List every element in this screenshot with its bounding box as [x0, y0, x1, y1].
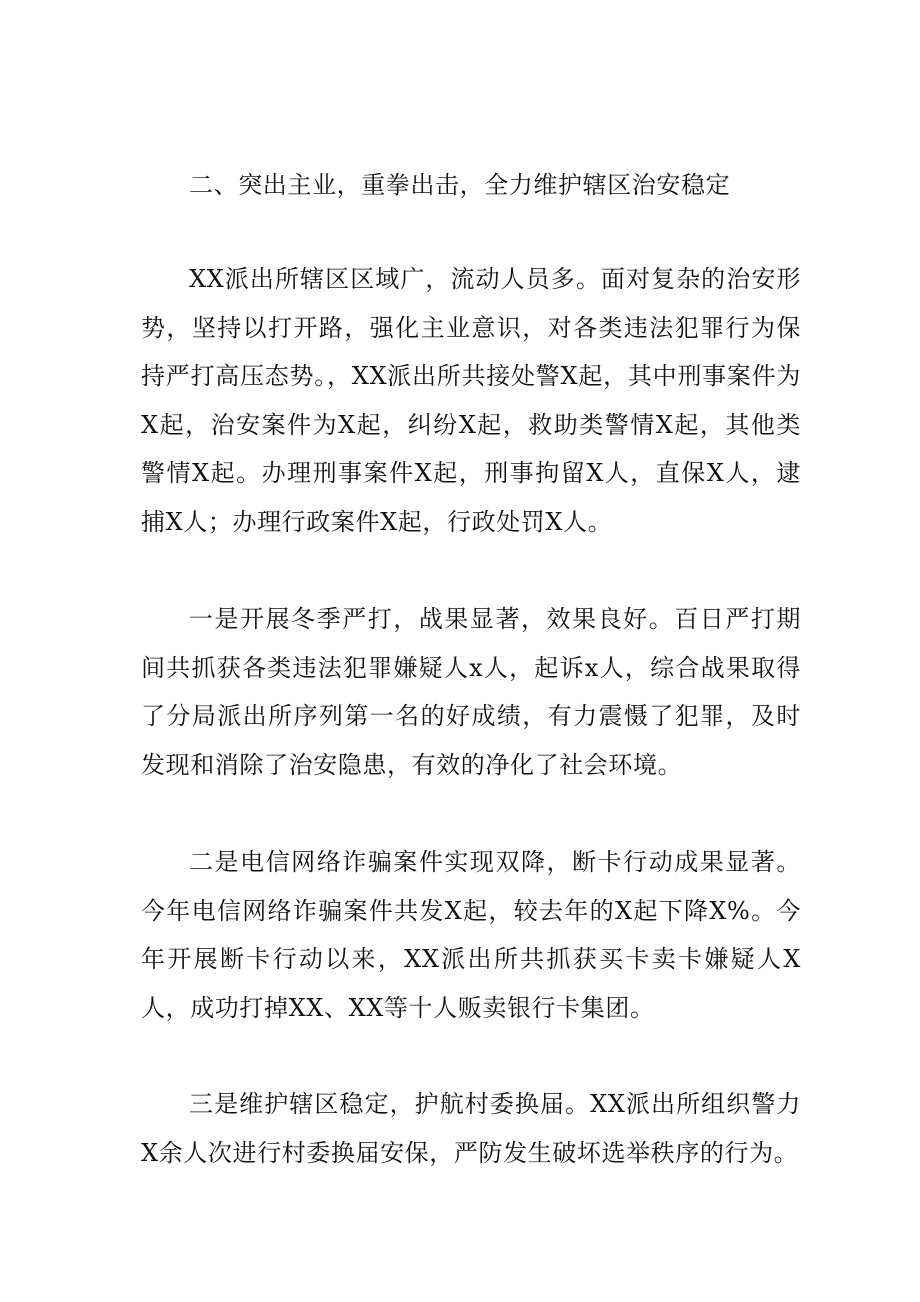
section-heading: 二、突出主业，重拳出击，全力维护辖区治安稳定	[189, 171, 731, 199]
paragraph-overview: XX派出所辖区区域广，流动人员多。面对复杂的治安形势，坚持以打开路，强化主业意识，对各类违法犯罪行为保持严打高压态势。，XX派出所共接处警X起，其中刑事案件为X起，治安案件为X起，纠纷X起，救助类警情X起，其他类警情X起。办理刑事案件X起，刑事拘留X人，直保X人，逮捕X人；办理行政案件X起，行政处罚X人。	[141, 265, 801, 536]
paragraph-winter-crackdown: 一是开展冬季严打，战果显著，效果良好。百日严打期间共抓获各类违法犯罪嫌疑人x人，起诉x人，综合战果取得了分局派出所序列第一名的好成绩，有力震慑了犯罪，及时发现和消除了治安隐患，有效的净化了社会环境。	[141, 605, 801, 779]
paragraph-telecom-fraud: 二是电信网络诈骗案件实现双降，断卡行动成果显著。今年电信网络诈骗案件共发X起，较去年的X起下降X%。今年开展断卡行动以来，XX派出所共抓获买卡卖卡嫌疑人X人，成功打掉XX、XX等十人贩卖银行卡集团。	[141, 848, 801, 1022]
paragraph-village-election: 三是维护辖区稳定，护航村委换届。XX派出所组织警力X余人次进行村委换届安保，严防发生破坏选举秩序的行为。	[141, 1090, 801, 1167]
